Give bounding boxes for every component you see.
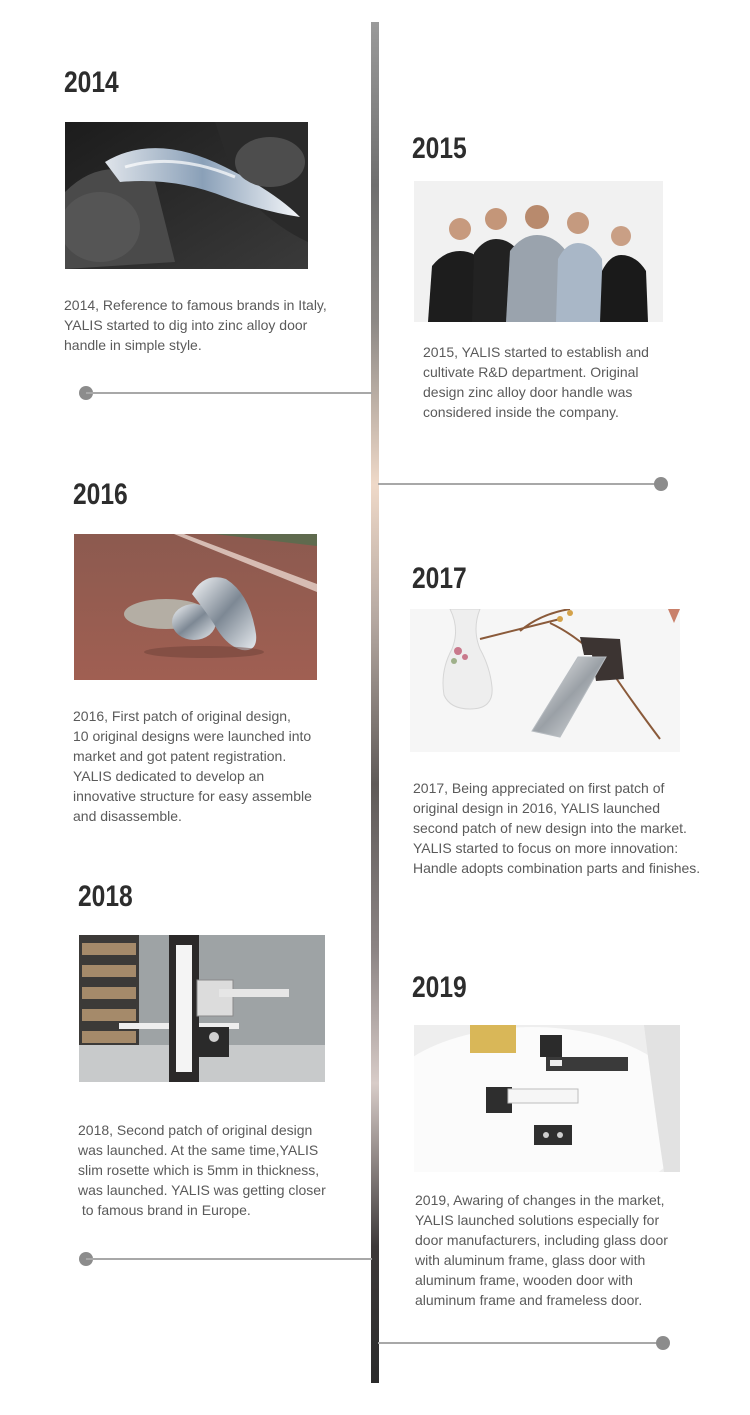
- description-line: 2019, Awaring of changes in the market,: [415, 1192, 665, 1208]
- timeline-connector-2018: [86, 1258, 372, 1260]
- description-2014: [64, 295, 354, 355]
- description-line: second patch of new design into the market.: [413, 820, 687, 836]
- description-line: 2016, First patch of original design,: [73, 708, 291, 724]
- description-line: slim rosette which is 5mm in thickness,: [78, 1162, 320, 1178]
- description-line: aluminum frame, wooden door with: [415, 1272, 633, 1288]
- photo-rd-team: [414, 181, 663, 322]
- timeline-connector-2015: [378, 483, 662, 485]
- timeline-dot-2015: [654, 477, 668, 491]
- description-line: and disassemble.: [73, 808, 182, 824]
- year-heading-2017: 2017: [412, 562, 467, 595]
- description-2019: [415, 1190, 715, 1310]
- description-line: market and got patent registration.: [73, 748, 287, 764]
- year-heading-2015: 2015: [412, 132, 467, 165]
- timeline-dot-2019: [656, 1336, 670, 1350]
- description-line: original design in 2016, YALIS launched: [413, 800, 660, 816]
- description-line: 2014, Reference to famous brands in Italy,: [64, 297, 327, 313]
- year-heading-2014: 2014: [64, 66, 119, 99]
- description-line: was launched. YALIS was getting closer: [78, 1182, 326, 1198]
- description-line: YALIS started to focus on more innovation:: [413, 840, 679, 856]
- description-line: 2018, Second patch of original design: [78, 1122, 313, 1138]
- year-heading-2018: 2018: [78, 880, 133, 913]
- description-line: cultivate R&D department. Original: [423, 364, 639, 380]
- description-line: handle in simple style.: [64, 337, 202, 353]
- photo-handle-with-vase: [410, 609, 680, 752]
- photo-glass-door-handles: [414, 1025, 680, 1172]
- description-2016: [73, 706, 363, 826]
- description-line: to famous brand in Europe.: [78, 1202, 251, 1218]
- description-2018: [78, 1120, 368, 1220]
- timeline-axis: [371, 22, 379, 1383]
- description-line: 10 original designs were launched into: [73, 728, 312, 744]
- description-line: Handle adopts combination parts and finishes.: [413, 860, 701, 876]
- description-line: YALIS launched solutions especially for: [415, 1212, 660, 1228]
- description-line: aluminum frame and frameless door.: [415, 1292, 643, 1308]
- photo-handle-casting: [65, 122, 308, 269]
- description-2017: [413, 778, 743, 878]
- timeline-connector-2019: [378, 1342, 664, 1344]
- description-line: door manufacturers, including glass door: [415, 1232, 668, 1248]
- description-line: innovative structure for easy assemble: [73, 788, 312, 804]
- photo-handle-on-track: [74, 534, 317, 680]
- description-line: with aluminum frame, glass door with: [415, 1252, 646, 1268]
- description-line: design zinc alloy door handle was: [423, 384, 633, 400]
- description-2015: [423, 342, 723, 422]
- description-line: YALIS started to dig into zinc alloy door: [64, 317, 308, 333]
- photo-slim-rosette-handle: [79, 935, 325, 1082]
- description-line: 2017, Being appreciated on first patch of: [413, 780, 665, 796]
- description-line: YALIS dedicated to develop an: [73, 768, 265, 784]
- description-line: was launched. At the same time,YALIS: [78, 1142, 319, 1158]
- year-heading-2019: 2019: [412, 971, 467, 1004]
- description-line: considered inside the company.: [423, 404, 619, 420]
- description-line: 2015, YALIS started to establish and: [423, 344, 649, 360]
- timeline-connector-2014: [86, 392, 372, 394]
- year-heading-2016: 2016: [73, 478, 128, 511]
